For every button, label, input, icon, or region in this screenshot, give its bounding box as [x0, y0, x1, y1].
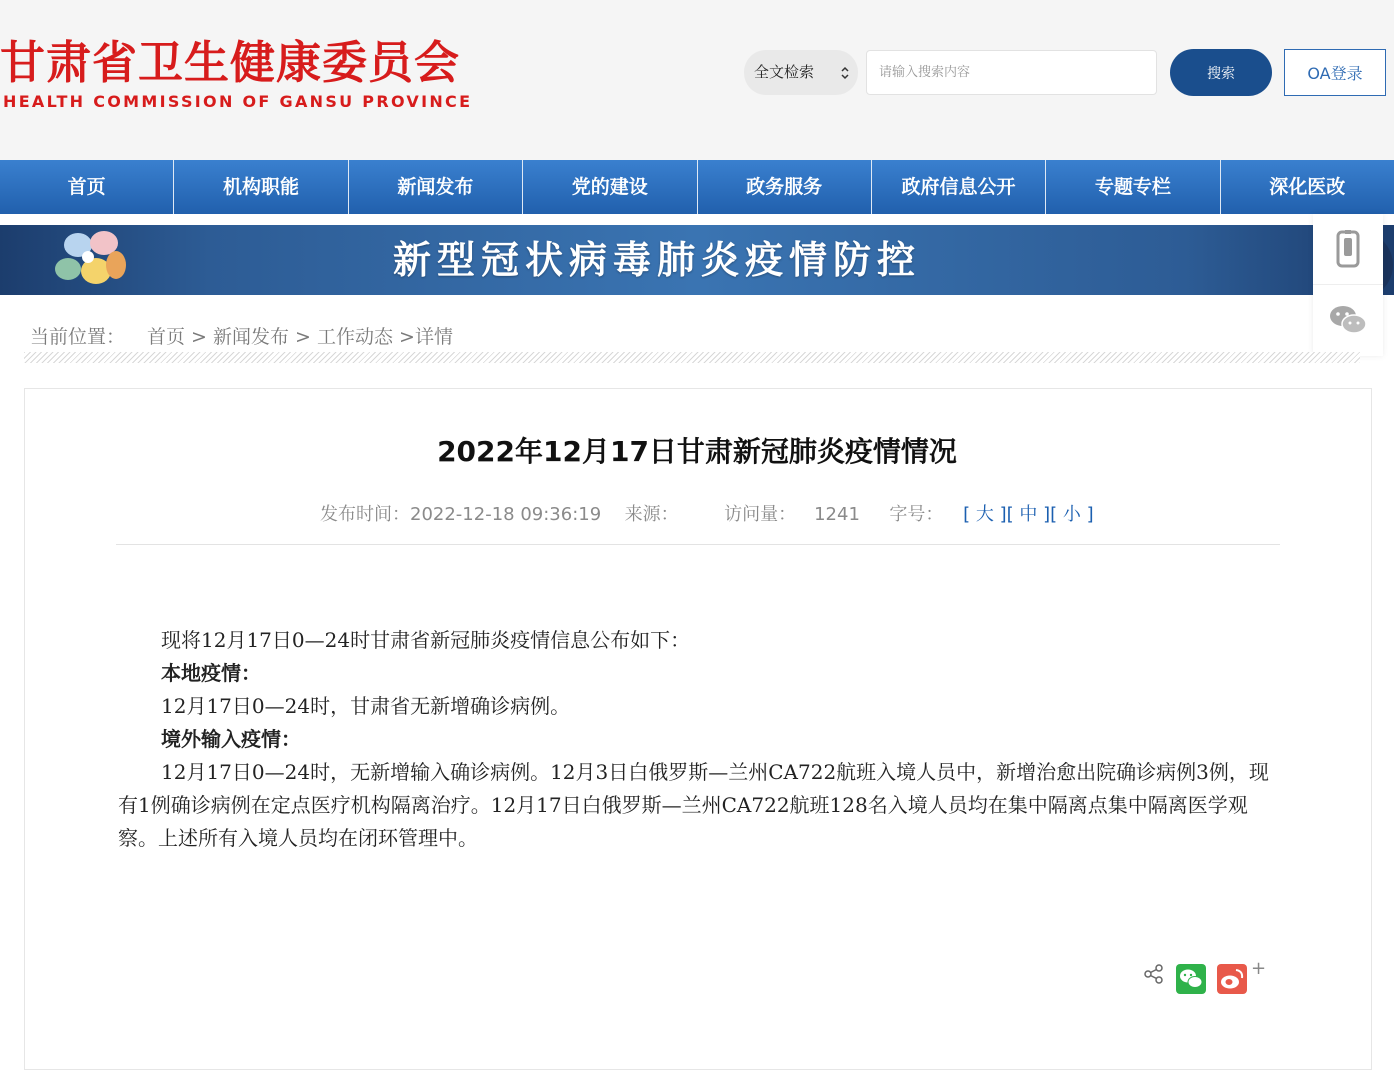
- share-bar: [1144, 958, 1274, 996]
- weibo-icon[interactable]: [1217, 964, 1247, 994]
- breadcrumb: [30, 322, 453, 349]
- search-scope-value: 全文检索: [754, 63, 815, 81]
- article-subheading: 境外输入疫情：: [161, 727, 301, 751]
- covid-banner[interactable]: [0, 225, 1394, 295]
- nav-item-home[interactable]: 首页: [0, 160, 174, 214]
- site-header: [0, 0, 1394, 160]
- site-logo-subtitle: HEALTH COMMISSION OF GANSU PROVINCE: [3, 92, 473, 111]
- oa-login-button[interactable]: OA登录: [1284, 49, 1386, 96]
- nav-item-info-disclosure[interactable]: 政府信息公开: [872, 160, 1046, 214]
- nav-item-news[interactable]: 新闻发布: [349, 160, 523, 214]
- nav-item-party[interactable]: 党的建设: [523, 160, 697, 214]
- wechat-icon[interactable]: [1176, 964, 1206, 994]
- meta-divider: [116, 544, 1280, 545]
- side-toolbar: [1313, 214, 1383, 356]
- nav-item-services[interactable]: 政务服务: [698, 160, 872, 214]
- chevron-updown-icon: [840, 50, 850, 95]
- nav-item-institution[interactable]: 机构职能: [174, 160, 348, 214]
- search-button[interactable]: 搜索: [1170, 49, 1272, 96]
- fontsize-medium-link[interactable]: [ 中 ]: [1006, 504, 1051, 525]
- main-nav: [0, 160, 1394, 214]
- flower-logo-icon: [48, 227, 132, 293]
- views-count: 1241: [814, 504, 860, 525]
- views-label: 访问量：: [724, 504, 797, 525]
- banner-title: 新型冠状病毒肺炎疫情防控: [393, 238, 922, 282]
- plus-icon[interactable]: +: [1251, 958, 1267, 979]
- article-body: [118, 624, 1280, 855]
- side-tool-wechat[interactable]: [1313, 285, 1383, 355]
- publish-time: 2022-12-18 09:36:19: [410, 504, 602, 525]
- wechat-icon: [1329, 304, 1367, 336]
- hatch-divider: [24, 352, 1360, 363]
- article-paragraph: 12月17日0—24时，甘肃省无新增确诊病例。: [161, 694, 571, 718]
- share-icon[interactable]: [1144, 964, 1164, 984]
- nav-item-medical-reform[interactable]: 深化医改: [1269, 176, 1346, 198]
- fontsize-label: 字号：: [889, 504, 944, 525]
- breadcrumb-path[interactable]: 首页 > 新闻发布 > 工作动态 >详情: [147, 326, 453, 348]
- fontsize-small-link[interactable]: [ 小 ]: [1050, 504, 1094, 525]
- side-tool-mobile[interactable]: [1313, 214, 1383, 285]
- fontsize-large-link[interactable]: [ 大 ]: [963, 504, 1007, 525]
- article-title: 2022年12月17日甘肃新冠肺炎疫情情况: [437, 435, 957, 468]
- nav-item-topics[interactable]: 专题专栏: [1046, 160, 1220, 214]
- search-input[interactable]: [866, 50, 1157, 95]
- source-label: 来源：: [624, 504, 679, 525]
- search-scope-select[interactable]: [744, 50, 858, 95]
- article-paragraph: 现将12月17日0—24时甘肃省新冠肺炎疫情信息公布如下：: [161, 628, 691, 652]
- breadcrumb-label: 当前位置：: [30, 326, 126, 348]
- article-meta: [320, 500, 1094, 526]
- article-subheading: 本地疫情：: [161, 661, 261, 685]
- mobile-icon: [1336, 230, 1360, 268]
- publish-label: 发布时间：: [320, 504, 410, 525]
- article-paragraph: 12月17日0—24时，无新增输入确诊病例。12月3日白俄罗斯—兰州CA722航班入境人员中，新增治愈出院确诊病例3例，现有1例确诊病例在定点医疗机构隔离治疗。12月17日白俄罗斯—兰州CA722航班128名入境人员均在集中隔离点集中隔离医学观察。上述所有入境人员均在闭环管理中。: [118, 760, 1269, 850]
- site-logo-title[interactable]: 甘肃省卫生健康委员会: [0, 36, 461, 89]
